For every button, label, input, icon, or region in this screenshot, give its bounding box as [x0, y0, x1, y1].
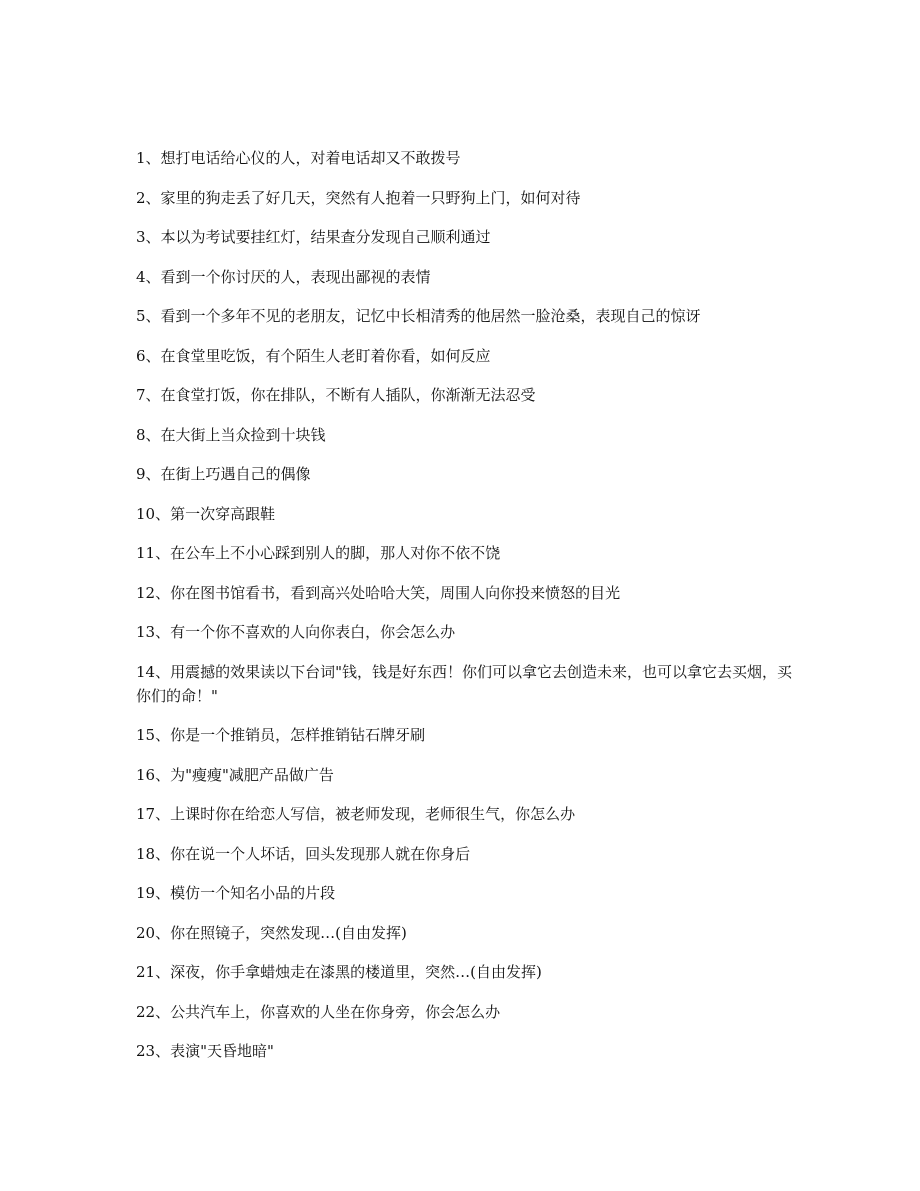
- list-item: 1、想打电话给心仪的人，对着电话却又不敢拨号: [136, 149, 461, 167]
- list-item: 7、在食堂打饭，你在排队，不断有人插队，你渐渐无法忍受: [136, 386, 536, 404]
- prompt-list: [136, 146, 796, 1079]
- list-item: 18、你在说一个人坏话，回头发现那人就在你身后: [136, 844, 471, 863]
- list-item: 3、本以为考试要挂红灯，结果查分发现自己顺利通过: [136, 228, 491, 246]
- list-item: 8、在大街上当众捡到十块钱: [136, 425, 326, 444]
- list-item: 10、第一次穿高跟鞋: [136, 504, 276, 523]
- list-item: 11、在公车上不小心踩到别人的脚，那人对你不依不饶: [136, 544, 501, 562]
- list-item: 2、家里的狗走丢了好几天，突然有人抱着一只野狗上门，如何对待: [136, 188, 581, 207]
- list-item: 21、深夜，你手拿蜡烛走在漆黑的楼道里，突然…(自由发挥): [136, 963, 542, 981]
- list-item: 23、表演"天昏地暗": [136, 1042, 274, 1060]
- list-item: 20、你在照镜子，突然发现…(自由发挥): [136, 923, 407, 942]
- list-item: 14、用震撼的效果读以下台词"钱，钱是好东西！你们可以拿它去创造未来，也可以拿它去买烟，买你们的命！": [136, 662, 792, 705]
- list-item: 6、在食堂里吃饭，有个陌生人老盯着你看，如何反应: [136, 346, 491, 365]
- list-item: 22、公共汽车上，你喜欢的人坐在你身旁，你会怎么办: [136, 1002, 501, 1021]
- list-item: 16、为"瘦瘦"减肥产品做广告: [136, 765, 334, 784]
- list-item: 12、你在图书馆看书，看到高兴处哈哈大笑，周围人向你投来愤怒的目光: [136, 583, 621, 602]
- list-item: 9、在街上巧遇自己的偶像: [136, 465, 311, 483]
- list-item: 19、模仿一个知名小品的片段: [136, 884, 336, 902]
- list-item: 4、看到一个你讨厌的人，表现出鄙视的表情: [136, 267, 431, 286]
- list-item: 15、你是一个推销员，怎样推销钻石牌牙刷: [136, 726, 426, 744]
- list-item: 13、有一个你不喜欢的人向你表白，你会怎么办: [136, 623, 456, 641]
- list-item: 5、看到一个多年不见的老朋友，记忆中长相清秀的他居然一脸沧桑，表现自己的惊讶: [136, 307, 701, 325]
- list-item: 17、上课时你在给恋人写信，被老师发现，老师很生气，你怎么办: [136, 805, 576, 823]
